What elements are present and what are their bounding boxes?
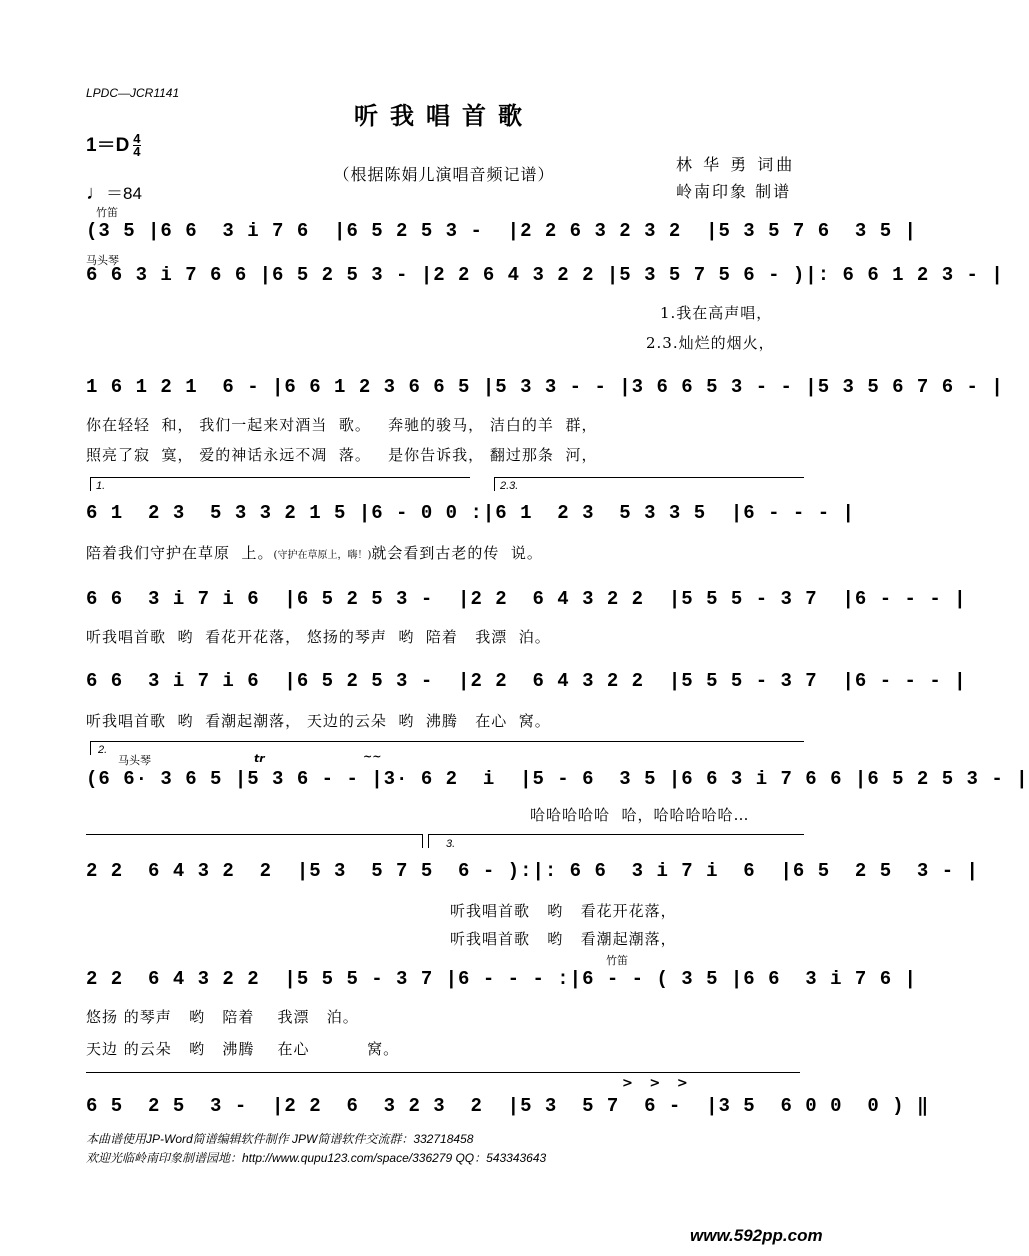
staff-line-10: 6 5 2 5 3 - |2 2 6 3 2 3 2 |5 3 5 7 6 - |3 5 6 0 0 0 ) ‖ [86,1095,930,1117]
staff-line-8: 2 2 6 4 3 2 2 |5 3 5 7 5 6 - ):|: 6 6 3 i 7 i 6 |6 5 2 5 3 - | [86,860,979,882]
volta-23-bracket [494,477,804,478]
lyric-line-5: 听我唱首歌 哟 看花开花落， 悠扬的琴声 哟 陪着 我漂 泊。 [86,628,551,646]
staff-line-7: (6 6· 3 6 5 |5 3 6 - - |3· 6 2 i |5 - 6 3 5 |6 6 3 i 7 6 6 |6 5 2 5 3 - | [86,768,1029,790]
lyric-line-8a: 听我唱首歌 哟 看花开花落， [450,902,677,920]
lyric-line-4 [86,542,806,563]
lyric-line-9b: 天边 的云朵 哟 沸腾 在心 窝。 [86,1040,400,1058]
lyric-verse23-start: 2.3.灿烂的烟火， [646,334,775,352]
volta-1-label: 1. [96,480,106,492]
staff-line-4: 6 1 2 3 5 3 3 2 1 5 |6 - 0 0 :|6 1 2 3 5 3 3 5 |6 - - - | [86,502,855,524]
mordent-mark: ~~ [363,750,382,763]
volta-2-label: 2. [98,744,108,756]
staff-line-1: (3 5 |6 6 3 i 7 6 |6 5 2 5 3 - |2 2 6 3 2 3 2 |5 3 5 7 6 3 5 | [86,220,917,242]
volta-3-label: 3. [446,838,456,850]
lyric-line-8b: 听我唱首歌 哟 看潮起潮落， [450,930,677,948]
key-label: 1＝D [86,135,130,156]
volta-1-hook [90,477,91,491]
staff-line-5: 6 6 3 i 7 i 6 |6 5 2 5 3 - |2 2 6 4 3 2 2 |5 5 5 - 3 7 |6 - - - | [86,588,967,610]
volta-2-end-hook [422,834,423,848]
meter-bottom: 4 [133,144,141,160]
lyric-line-3b: 照亮了寂 寞， 爱的神话永远不凋 落。 是你告诉我， 翻过那条 河， [86,446,598,464]
tempo-mark [86,179,142,205]
lyric-verse1-start: 1.我在高声唱， [660,304,773,322]
volta-23-label: 2.3. [500,480,519,492]
footer-website-note: 欢迎光临岭南印象制谱园地：http://www.qupu123.com/space/336279 QQ：543343643 [86,1151,547,1165]
volta-3-bracket [428,834,804,835]
lyrics-credit: 林 华 勇 词曲 [676,155,796,174]
lyric-line-9a: 悠扬 的琴声 哟 陪着 我漂 泊。 [86,1008,359,1026]
volta-23-hook [494,477,495,491]
volta-2-hook [90,741,91,755]
score-code: LPDC—JCR1141 [86,86,180,100]
accent-marks: > > > [622,1076,694,1091]
volta-1-bracket [90,477,470,478]
staff-line-9: 2 2 6 4 3 2 2 |5 5 5 - 3 7 |6 - - - :|6 - - ( 3 5 |6 6 3 i 7 6 | [86,968,917,990]
site-watermark: www.592pp.com [690,1226,823,1245]
instrument-dizi-label-2: 竹笛 [606,954,628,967]
lyric-line-7: 哈哈哈哈哈 哈，哈哈哈哈哈… [530,806,750,824]
lyric-line-4-main: 陪着我们守护在草原 上。 [86,544,274,562]
lyric-line-4-aside: (守护在草原上，嗨！) [273,550,372,561]
song-title: 听我唱首歌 [354,101,534,130]
key-signature [86,130,141,158]
score-credit: 岭南印象 制谱 [676,182,792,201]
lyric-line-6: 听我唱首歌 哟 看潮起潮落， 天边的云朵 哟 沸腾 在心 窝。 [86,712,551,730]
volta-2-bracket-continued [86,834,422,835]
instrument-matouqin-label: 马头琴 [86,254,119,267]
lyric-line-3a: 你在轻轻 和， 我们一起来对酒当 歌。 奔驰的骏马， 洁白的羊 群， [86,416,598,434]
volta-3-hook [428,834,429,848]
staff-line-6: 6 6 3 i 7 i 6 |6 5 2 5 3 - |2 2 6 4 3 2 2 |5 5 5 - 3 7 |6 - - - | [86,670,967,692]
footer-software-note: 本曲谱使用JP-Word简谱编辑软件制作 JPW简谱软件交流群：332718458 [86,1132,474,1146]
final-system-line [86,1072,800,1073]
volta-2-bracket [90,741,804,742]
staff-line-3: 1 6 1 2 1 6 - |6 6 1 2 3 6 6 5 |5 3 3 - - |3 6 6 5 3 - - |5 3 5 6 7 6 - | [86,376,1004,398]
subtitle: （根据陈娟儿演唱音频记谱） [333,165,555,184]
lyric-line-4-end: 就会看到古老的传 说。 [371,544,543,562]
instrument-matouqin-label-2: 马头琴 [118,754,151,767]
tempo-value: ＝84 [106,184,142,203]
staff-line-2: 6 6 3 i 7 6 6 |6 5 2 5 3 - |2 2 6 4 3 2 2 |5 3 5 7 5 6 - )|: 6 6 1 2 3 - | [86,264,1004,286]
instrument-dizi-label: 竹笛 [96,206,118,219]
trill-mark: tr [254,752,265,765]
time-signature [133,133,140,158]
quarter-note-icon: ♩ [86,182,106,204]
meter-top: 4 [133,131,141,147]
